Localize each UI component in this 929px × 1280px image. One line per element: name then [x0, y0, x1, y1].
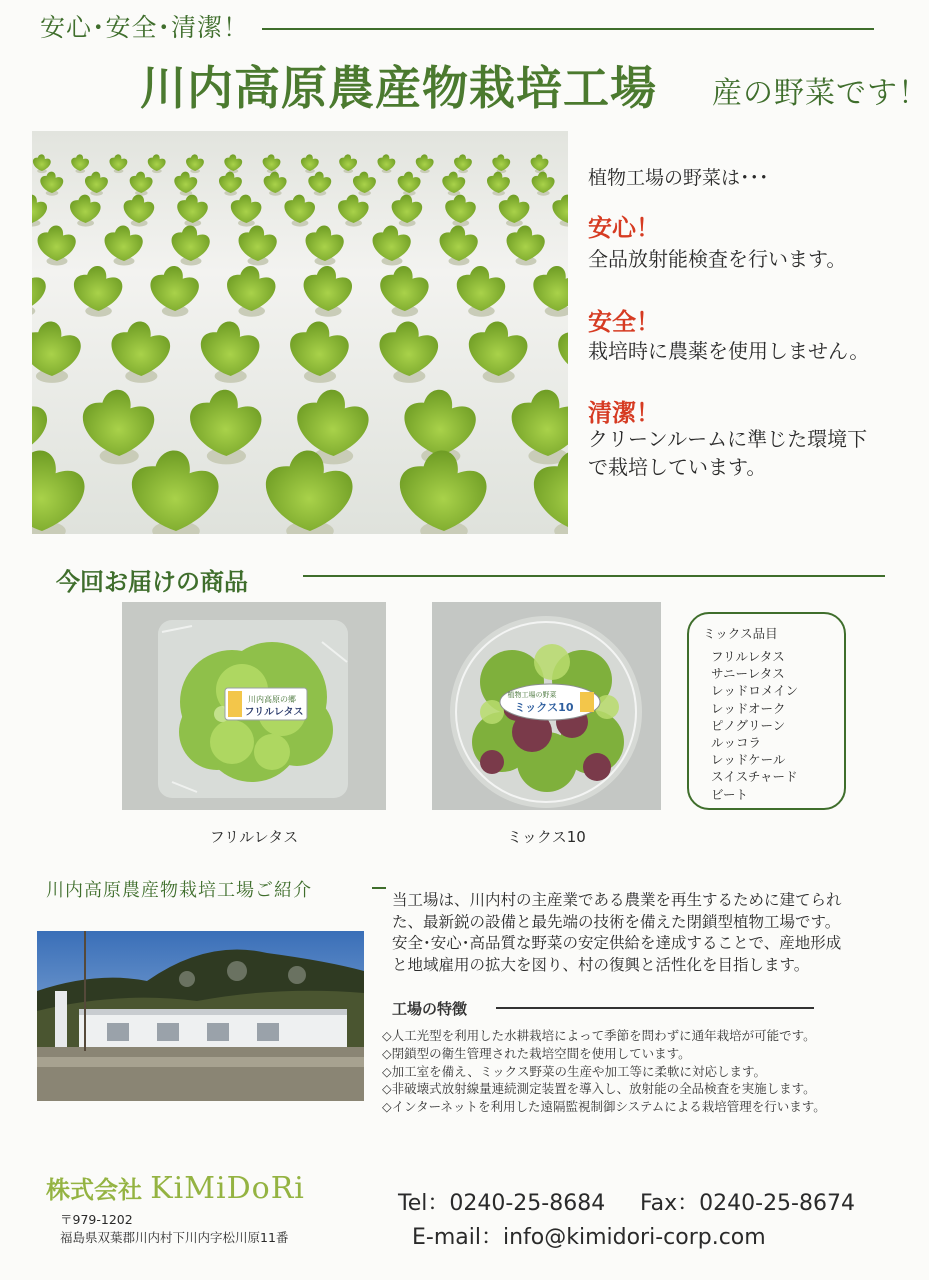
lettuce-seedlings-illustration — [32, 131, 568, 534]
products-heading: 今回お届けの商品 — [56, 568, 248, 596]
characteristics-list — [382, 1027, 826, 1116]
mix-items-box — [687, 612, 846, 810]
company-name-en: KiMiDoRi — [150, 1171, 305, 1206]
list-item: ◇人工光型を利用した水耕栽培によって季節を問わずに通年栽培が可能です。 — [382, 1028, 816, 1043]
frill-label-line1: 川内高原の郷 — [248, 695, 296, 704]
email-address: E-mail：info@kimidori-corp.com — [412, 1225, 766, 1250]
about-line: 当工場は、川内村の主産業である農業を再生するために建てられ — [392, 891, 842, 909]
list-item: レッドオーク — [711, 700, 786, 716]
hydroponic-lettuce-photo — [32, 131, 568, 534]
postal-code: 〒979-1202 — [60, 1212, 133, 1227]
about-heading: 川内高原農産物栽培工場ご紹介 — [46, 880, 312, 901]
list-item: ピノグリーン — [711, 717, 786, 733]
feature-title-safety: 安心！ — [588, 214, 660, 242]
mix-items-title: ミックス品目 — [703, 626, 778, 641]
mix-label-line2: ミックス10 — [514, 701, 574, 714]
mix-label-line1: 植物工場の野菜 — [507, 691, 557, 699]
fax-number: Fax：0240-25-8674 — [640, 1191, 855, 1216]
list-item: フリルレタス — [711, 649, 785, 664]
list-item: レッドロメイン — [711, 683, 799, 699]
about-text — [392, 890, 897, 976]
page-title-suffix: 産の野菜です！ — [712, 76, 929, 111]
mix10-caption: ミックス10 — [507, 828, 586, 846]
company-name-jp: 株式会社 — [46, 1176, 142, 1204]
feature-desc-clean-1: クリーンルームに準じた環境下 — [588, 427, 868, 451]
list-item: ◇閉鎖型の衛生管理された栽培空間を使用しています。 — [382, 1045, 691, 1061]
features-intro: 植物工場の野菜は･･･ — [588, 167, 769, 189]
feature-desc-clean-2: で栽培しています。 — [588, 455, 767, 479]
list-item: ◇加工室を備え、ミックス野菜の生産や加工等に柔軟に対応します。 — [382, 1063, 766, 1079]
list-item: レッドケール — [711, 752, 786, 768]
mix10-photo — [432, 602, 661, 810]
tagline: 安心･安全･清潔！ — [40, 13, 250, 42]
feature-title-clean: 清潔！ — [588, 399, 660, 427]
about-rule — [372, 887, 386, 889]
about-line: と地域雇用の拡大を図り、村の復興と活性化を目指します。 — [392, 955, 810, 974]
tagline-rule — [262, 28, 874, 30]
about-line: た、最新鋭の設備と最先端の技術を備えた閉鎖型植物工場です。 — [392, 912, 841, 931]
phone-number: Tel：0240-25-8684 — [398, 1191, 606, 1216]
list-item: サニーレタス — [711, 666, 785, 682]
about-line: 安全･安心･高品質な野菜の安定供給を達成することで、産地形成 — [392, 934, 842, 952]
frill-lettuce-caption: フリルレタス — [209, 828, 299, 846]
feature-title-security: 安全！ — [588, 308, 660, 336]
mix-items-list — [711, 648, 798, 803]
factory-building-photo — [37, 931, 364, 1101]
products-rule — [303, 575, 885, 577]
list-item: ビート — [711, 786, 749, 802]
list-item: ◇インターネットを利用した遠隔監視制御システムによる栽培管理を行います。 — [382, 1099, 826, 1115]
list-item: ルッコラ — [711, 735, 762, 751]
characteristics-rule — [496, 1007, 814, 1009]
list-item: スイスチャード — [711, 769, 798, 785]
address: 福島県双葉郡川内村下川内字松川原11番 — [60, 1230, 289, 1245]
feature-desc-safety: 全品放射能検査を行います。 — [588, 247, 847, 271]
list-item: ◇非破壊式放射線量連続測定装置を導入し、放射能の全品検査を実施します。 — [382, 1081, 816, 1097]
feature-desc-security: 栽培時に農薬を使用しません。 — [588, 339, 870, 363]
characteristics-heading: 工場の特徴 — [392, 1000, 468, 1018]
page-title: 川内高原農産物栽培工場 — [140, 61, 657, 115]
frill-label-line2: フリルレタス — [244, 707, 304, 718]
company-name — [46, 1170, 305, 1206]
frill-lettuce-photo — [122, 602, 386, 810]
